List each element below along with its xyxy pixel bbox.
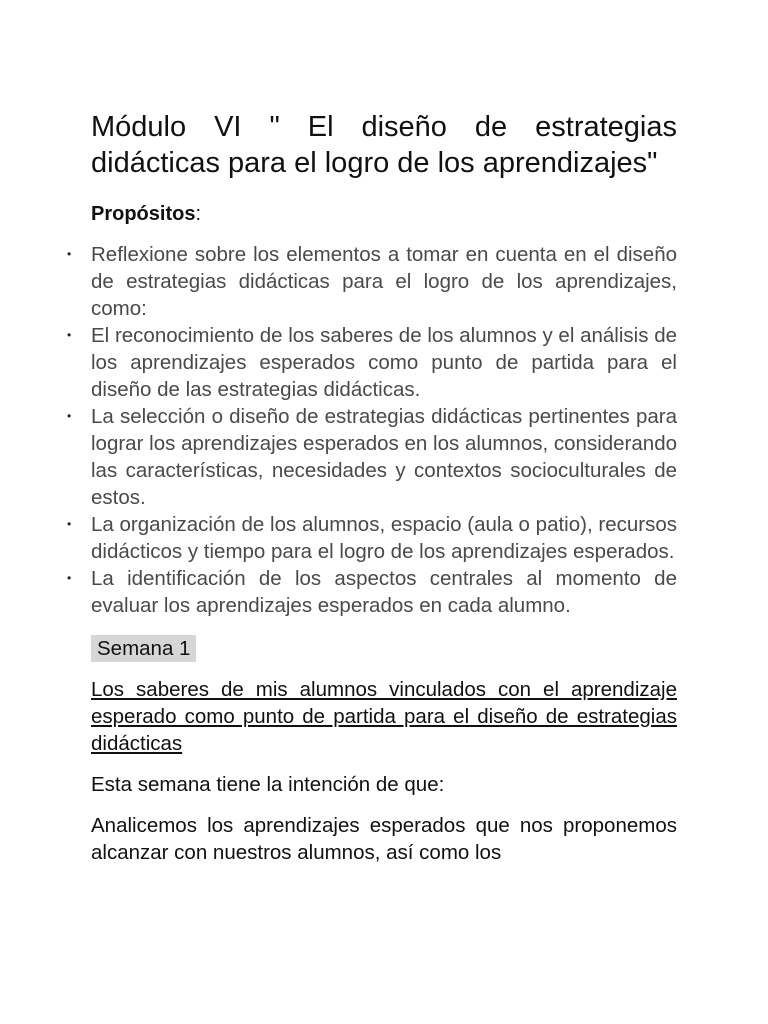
purposes-colon: : xyxy=(195,203,202,225)
bullet-icon: • xyxy=(67,571,72,585)
module-title: Módulo VI " El diseño de estrategias didácticas para el logro de los aprendizajes" xyxy=(91,111,677,179)
purpose-text: La organización de los alumnos, espacio (aula o patio), recursos didácticos y tiempo para el logro de los aprendizajes esperados. xyxy=(91,513,677,563)
week-label: Semana 1 xyxy=(91,635,196,662)
purpose-item xyxy=(67,241,677,322)
bullet-icon: • xyxy=(67,247,72,261)
bullet-icon: • xyxy=(67,517,72,531)
purpose-item xyxy=(67,322,677,403)
purpose-text: La selección o diseño de estrategias didácticas pertinentes para lograr los aprendizajes esperados en los alumnos, considerando las características, necesidades y contextos socioculturales de estos. xyxy=(91,405,677,509)
purpose-text: Reflexione sobre los elementos a tomar en cuenta en el diseño de estrategias didácticas para el logro de los aprendizajes, como: xyxy=(91,243,677,320)
purpose-item xyxy=(67,403,677,511)
document-body xyxy=(67,109,677,866)
intro-line: Esta semana tiene la intención de que: xyxy=(91,773,445,796)
purpose-item xyxy=(67,565,677,619)
purposes-list xyxy=(67,241,677,619)
purposes-heading xyxy=(91,201,677,227)
purpose-item xyxy=(67,511,677,565)
purpose-text: La identificación de los aspectos centrales al momento de evaluar los aprendizajes esperados en cada alumno. xyxy=(91,567,677,617)
body-paragraph: Analicemos los aprendizajes esperados que nos proponemos alcanzar con nuestros alumnos, así como los xyxy=(91,814,677,864)
bullet-icon: • xyxy=(67,409,72,423)
bullet-icon: • xyxy=(67,328,72,342)
purposes-label: Propósitos xyxy=(91,203,196,225)
week-title: Los saberes de mis alumnos vinculados con el aprendizaje esperado como punto de partida para el diseño de estrategias didácticas xyxy=(91,678,677,755)
purpose-text: El reconocimiento de los saberes de los alumnos y el análisis de los aprendizajes esperados como punto de partida para el diseño de las estrategias didácticas. xyxy=(91,324,677,401)
